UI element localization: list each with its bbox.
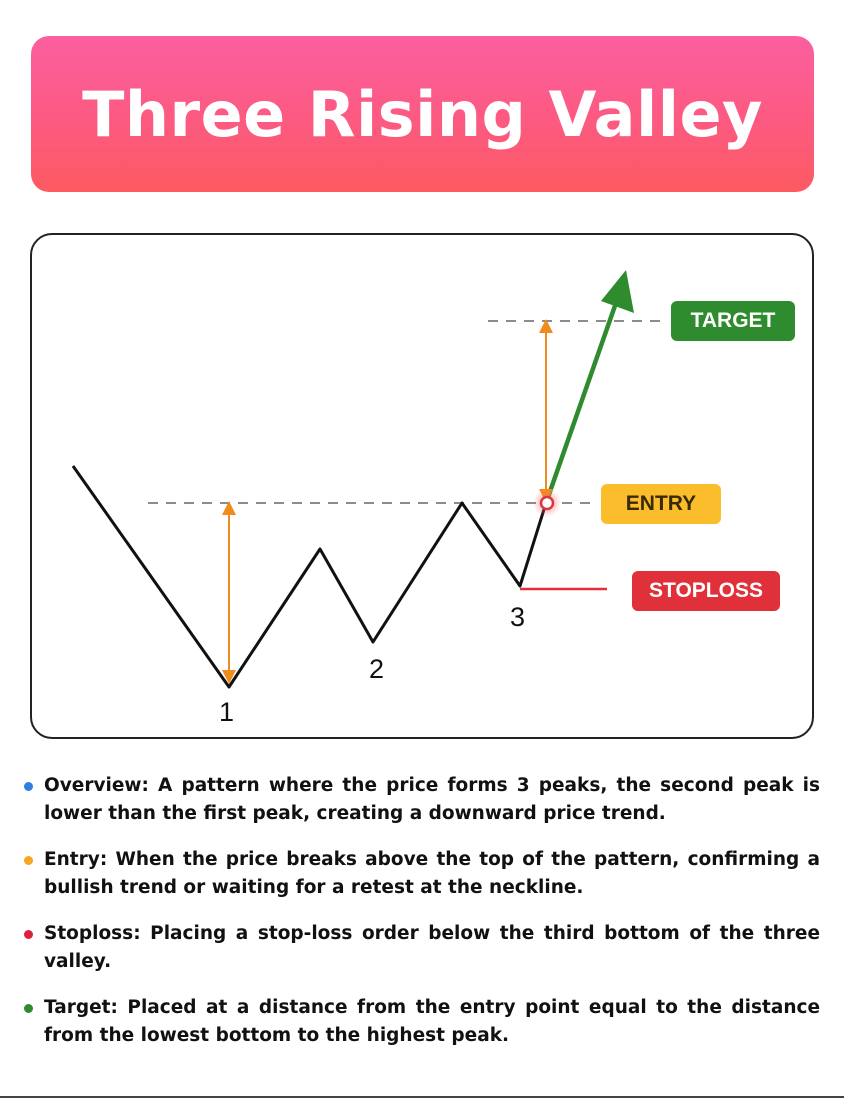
note-overview — [20, 772, 820, 828]
page-title: Three Rising Valley — [82, 77, 763, 151]
note-target-text: Target: Placed at a distance from the entry point equal to the distance from the lowest bottom to the highest peak. — [44, 997, 820, 1046]
entry-badge: ENTRY — [601, 484, 721, 524]
note-target — [20, 994, 820, 1050]
note-overview-text: Overview: A pattern where the price forms 3 peaks, the second peak is lower than the first peak, creating a downward price trend. — [44, 775, 820, 824]
note-entry-text: Entry: When the price breaks above the top of the pattern, confirming a bullish trend or waiting for a retest at the neckline. — [44, 849, 820, 898]
target-badge: TARGET — [671, 301, 795, 341]
valley-label-3: 3 — [510, 602, 526, 632]
note-entry — [20, 846, 820, 902]
stoploss-bullet-icon — [24, 930, 33, 939]
title-banner — [31, 36, 814, 192]
entry-bullet-icon — [24, 856, 33, 865]
valley-label-2: 2 — [369, 654, 385, 684]
stoploss-badge: STOPLOSS — [632, 571, 780, 611]
bottom-divider — [0, 1096, 844, 1098]
valley-label-1: 1 — [219, 697, 235, 727]
note-stoploss-text: Stoploss: Placing a stop-loss order below the third bottom of the three valley. — [44, 923, 820, 972]
note-stoploss — [20, 920, 820, 976]
overview-bullet-icon — [24, 782, 33, 791]
target-bullet-icon — [24, 1004, 33, 1013]
